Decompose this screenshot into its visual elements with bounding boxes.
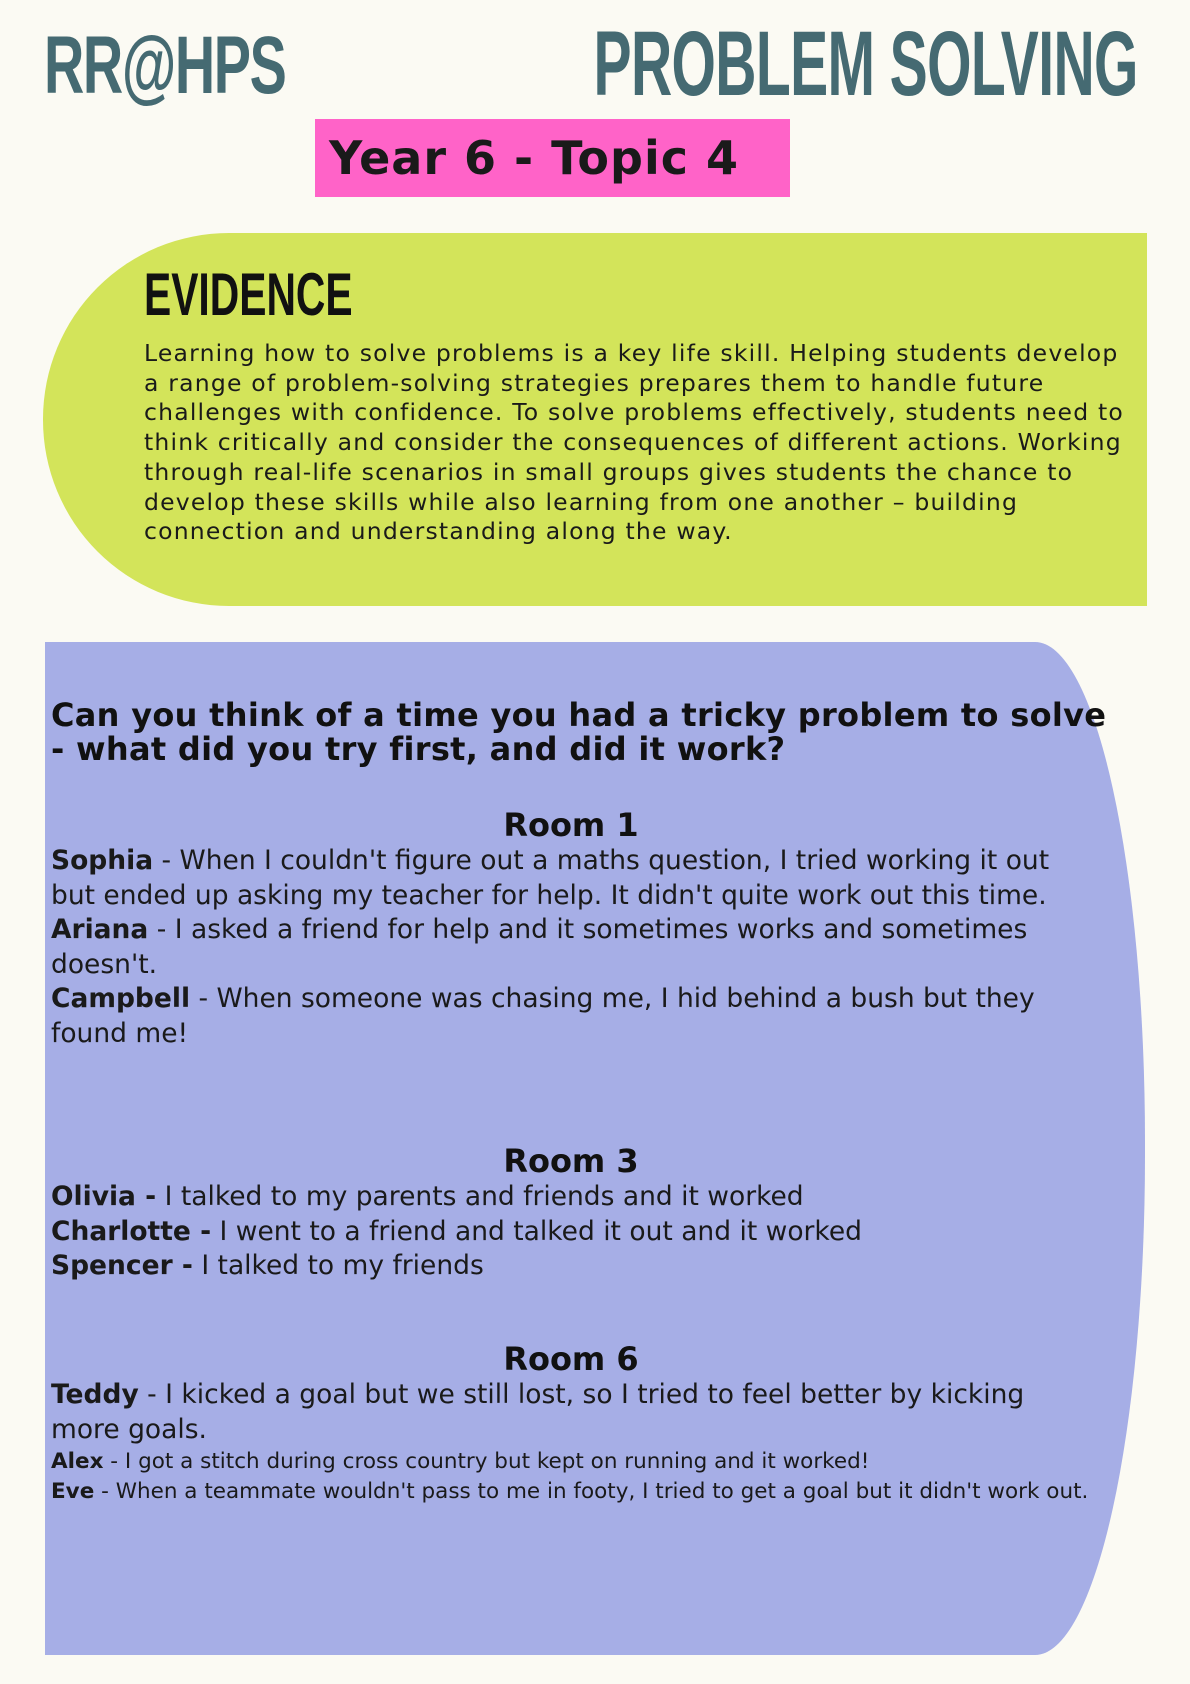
- separator: -: [190, 983, 217, 1014]
- student-name: Teddy: [51, 1379, 139, 1410]
- student-name: Spencer -: [51, 1250, 193, 1281]
- response-text: When a teammate wouldn't pass to me in footy, I tried to get a goal but it didn't work out.: [115, 1479, 1089, 1504]
- student-response: [51, 844, 1091, 913]
- room-section-6: [51, 1340, 1091, 1507]
- student-name: Eve: [51, 1479, 95, 1504]
- student-name: Ariana: [51, 914, 149, 945]
- evidence-body: Learning how to solve problems is a key life skill. Helping students develop a range of problem-solving strategies prepares them to handle future challenges with confidence. To solve problems effectively, students need to think critically and consider the consequences of different actions. Working through real-life scenarios in small groups gives students the chance to develop these skills while also learning from one another – building connection and understanding along the way.: [144, 339, 1124, 546]
- evidence-heading: EVIDENCE: [144, 261, 353, 328]
- student-response: [51, 982, 1091, 1051]
- topic-label: Year 6 - Topic 4: [329, 131, 740, 185]
- evidence-panel: [43, 233, 1147, 606]
- student-name: Sophia: [51, 845, 154, 876]
- responses-panel: [45, 642, 1145, 1655]
- response-text: I talked to my parents and friends and it worked: [164, 1181, 804, 1212]
- response-text: I asked a friend for help and it sometimes works and sometimes doesn't.: [51, 914, 1028, 980]
- student-name: Campbell: [51, 983, 191, 1014]
- response-text: When someone was chasing me, I hid behind a bush but they found me!: [51, 983, 1035, 1049]
- student-response: [51, 913, 1091, 982]
- brand-logo-text: RR@HPS: [44, 20, 286, 111]
- separator: [156, 1181, 164, 1212]
- student-response: [51, 1215, 1091, 1250]
- student-response: [51, 1378, 1091, 1447]
- student-name: Alex: [51, 1449, 104, 1474]
- room-title: Room 1: [503, 806, 639, 844]
- student-name: Olivia -: [51, 1181, 157, 1212]
- response-text: I went to a friend and talked it out and it worked: [219, 1215, 862, 1247]
- separator: -: [153, 845, 180, 876]
- page-title: PROBLEM SOLVING: [593, 13, 1138, 115]
- response-text: I got a stitch during cross country but kept on running and it worked!: [124, 1449, 870, 1474]
- student-response: [51, 1249, 1091, 1284]
- room-title: Room 6: [503, 1340, 639, 1378]
- student-response: [51, 1180, 1091, 1215]
- room-title: Room 3: [503, 1142, 639, 1180]
- student-name: Charlotte -: [51, 1215, 212, 1247]
- separator: -: [94, 1479, 116, 1504]
- response-text: When I couldn't figure out a maths question, I tried working it out but ended up asking my teacher for help. It didn't quite work out this time.: [51, 845, 1050, 911]
- discussion-question: Can you think of a time you had a tricky problem to solve - what did you try first, and did it work?: [51, 696, 1107, 768]
- separator: -: [103, 1449, 125, 1474]
- topic-banner: [315, 119, 790, 197]
- separator: -: [148, 914, 175, 945]
- student-response: [51, 1477, 1091, 1507]
- room-section-3: [51, 1142, 1091, 1284]
- response-text: I kicked a goal but we still lost, so I tried to feel better by kicking more goals.: [51, 1379, 1025, 1445]
- separator: -: [138, 1379, 166, 1410]
- room-section-1: [51, 806, 1091, 1051]
- response-text: I talked to my friends: [201, 1250, 484, 1281]
- student-response: [51, 1447, 1091, 1477]
- separator: [211, 1216, 219, 1247]
